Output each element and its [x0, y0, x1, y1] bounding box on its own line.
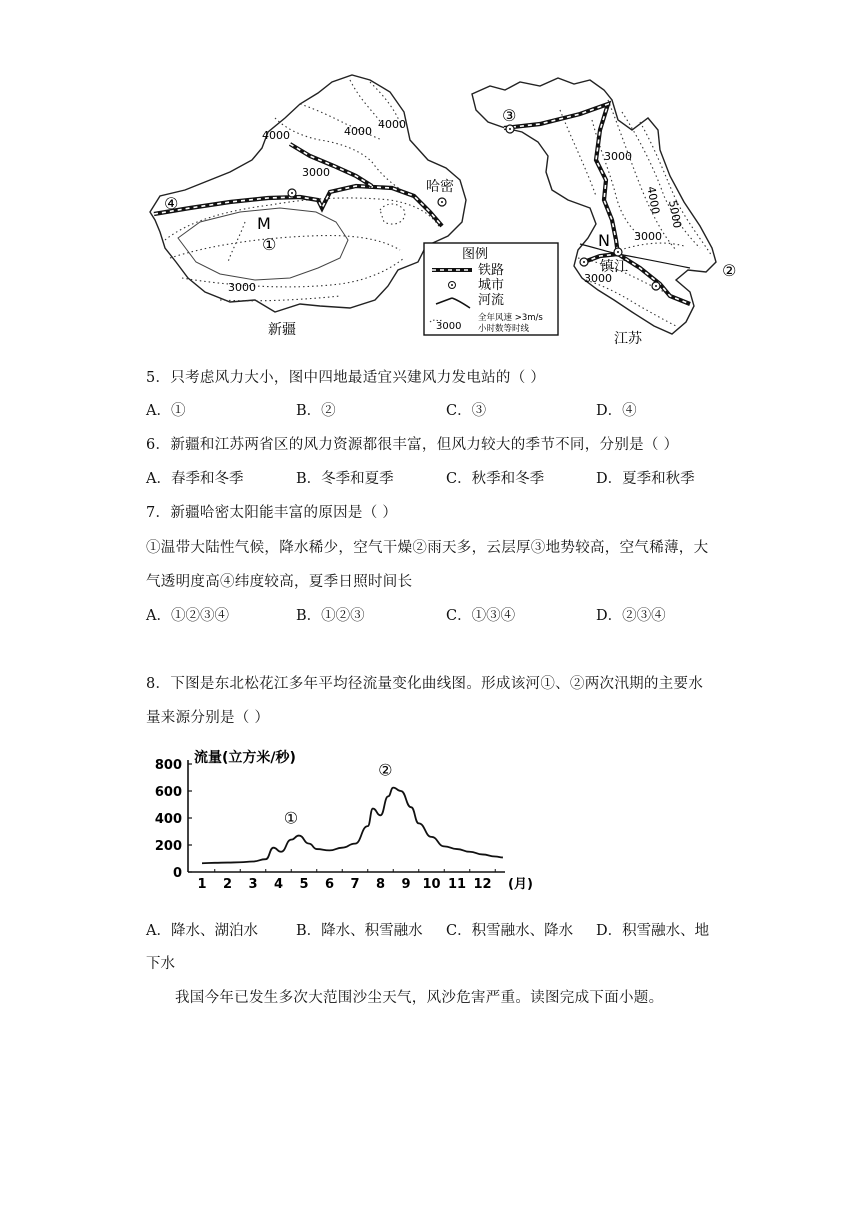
chart-x-tick-label: 5: [299, 877, 309, 892]
map-legend: [424, 243, 558, 335]
q7-option-b[interactable]: B．①②③: [296, 608, 365, 624]
contour-label: 3000: [584, 272, 612, 285]
xinjiang-map: [150, 75, 466, 338]
question-7-stem: 7．新疆哈密太阳能丰富的原因是（ ）: [146, 505, 398, 521]
site-3-label: ③: [502, 106, 517, 125]
chart-peak-annotation: ①: [283, 808, 299, 828]
zhenjiang-label: 镇江: [600, 259, 628, 275]
chart-x-tick-label: 11: [447, 877, 467, 892]
chart-x-tick-label: 4: [273, 877, 284, 892]
chart-y-tick-label: 200: [154, 839, 182, 854]
q6-option-c[interactable]: C．秋季和冬季: [446, 471, 545, 487]
q8-option-b[interactable]: B．降水、积雪融水: [296, 923, 423, 939]
xinjiang-border: [150, 75, 466, 312]
point-n-label: N: [598, 231, 610, 250]
legend-isoline-value: 3000: [436, 321, 462, 332]
site-4-label: ④: [164, 194, 179, 213]
question-5-stem: 5．只考虑风力大小，图中四地最适宜兴建风力发电站的（ ）: [146, 370, 546, 386]
contour-label: 4000: [644, 185, 663, 216]
contour-label: 5000: [666, 199, 684, 230]
chart-x-tick-label: 9: [401, 877, 411, 892]
chart-series-line: [202, 788, 503, 864]
chart-y-tick-label: 400: [154, 812, 182, 827]
q6-option-b[interactable]: B．冬季和夏季: [296, 471, 394, 487]
q5-option-b[interactable]: B．②: [296, 403, 336, 419]
point-m-label: M: [257, 214, 271, 233]
chart-x-tick-label: 6: [324, 877, 335, 892]
contour-label: 3000: [604, 150, 632, 163]
q6-option-a[interactable]: A．春季和冬季: [146, 471, 244, 487]
chart-xlabel: (月): [508, 877, 533, 892]
site-2-label: ②: [722, 261, 737, 280]
q8-option-d[interactable]: D．积雪融水、地: [596, 923, 710, 939]
chart-plot-area: [155, 758, 505, 892]
closing-instruction: 我国今年已发生多次大范围沙尘天气，风沙危害严重。读图完成下面小题。: [175, 990, 664, 1006]
legend-city: 城市: [478, 278, 505, 293]
contour-label: 4000: [344, 125, 372, 138]
legend-isoline-line2: 小时数等时线: [478, 324, 530, 334]
question-7-body-line1: ①温带大陆性气候，降水稀少，空气干燥②雨天多，云层厚③地势较高，空气稀薄，大: [146, 540, 709, 556]
chart-ylabel: 流量(立方米/秒): [194, 750, 296, 766]
question-7-body-line2: 气透明度高④纬度较高，夏季日照时间长: [146, 574, 413, 590]
site-1-label: ①: [262, 235, 277, 254]
chart-y-tick-label: 800: [154, 758, 182, 773]
chart-y-tick-label: 0: [172, 866, 182, 881]
chart-x-tick-label: 3: [248, 877, 258, 892]
question-6-stem: 6．新疆和江苏两省区的风力资源都很丰富，但风力较大的季节不同，分别是（ ）: [146, 437, 679, 453]
legend-title: 图例: [462, 247, 489, 262]
runoff-chart: [150, 742, 540, 902]
q6-option-d[interactable]: D．夏季和秋季: [596, 471, 695, 487]
q5-option-d[interactable]: D．④: [596, 403, 637, 419]
q5-option-c[interactable]: C．③: [446, 403, 487, 419]
chart-x-tick-label: 10: [422, 877, 441, 892]
chart-x-tick-label: 12: [473, 877, 492, 892]
chart-x-tick-label: 1: [197, 877, 207, 892]
question-8-stem-line1: 8．下图是东北松花江多年平均径流量变化曲线图。形成该河①、②两次汛期的主要水: [146, 676, 704, 692]
contour-label: 4000: [378, 118, 406, 131]
chart-x-tick-label: 2: [222, 877, 233, 892]
contour-label: 4000: [262, 129, 290, 142]
xinjiang-label: 新疆: [268, 322, 296, 338]
question-8-stem-line2: 量来源分别是（ ）: [146, 710, 270, 726]
legend-river: 河流: [478, 293, 505, 308]
contour-label: 3000: [634, 230, 662, 243]
q7-option-a[interactable]: A．①②③④: [146, 608, 229, 624]
contour-label: 3000: [302, 166, 330, 179]
chart-x-tick-label: 7: [350, 877, 360, 892]
q7-option-d[interactable]: D．②③④: [596, 608, 666, 624]
q8-option-d-wrap: 下水: [146, 956, 175, 972]
q8-option-a[interactable]: A．降水、湖泊水: [146, 923, 258, 939]
q8-option-c[interactable]: C．积雪融水、降水: [446, 923, 574, 939]
legend-railway: 铁路: [478, 263, 505, 278]
chart-y-tick-label: 600: [154, 785, 182, 800]
wind-maps-figure: [145, 68, 737, 350]
jiangsu-label: 江苏: [614, 331, 642, 347]
legend-isoline-line1: 全年风速 >3m/s: [478, 313, 543, 323]
chart-x-tick-label: 8: [375, 877, 386, 892]
q5-option-a[interactable]: A．①: [146, 403, 186, 419]
chart-peak-annotation: ②: [378, 760, 393, 780]
contour-label: 3000: [228, 281, 256, 294]
hami-label: 哈密: [426, 179, 454, 195]
q7-option-c[interactable]: C．①③④: [446, 608, 516, 624]
